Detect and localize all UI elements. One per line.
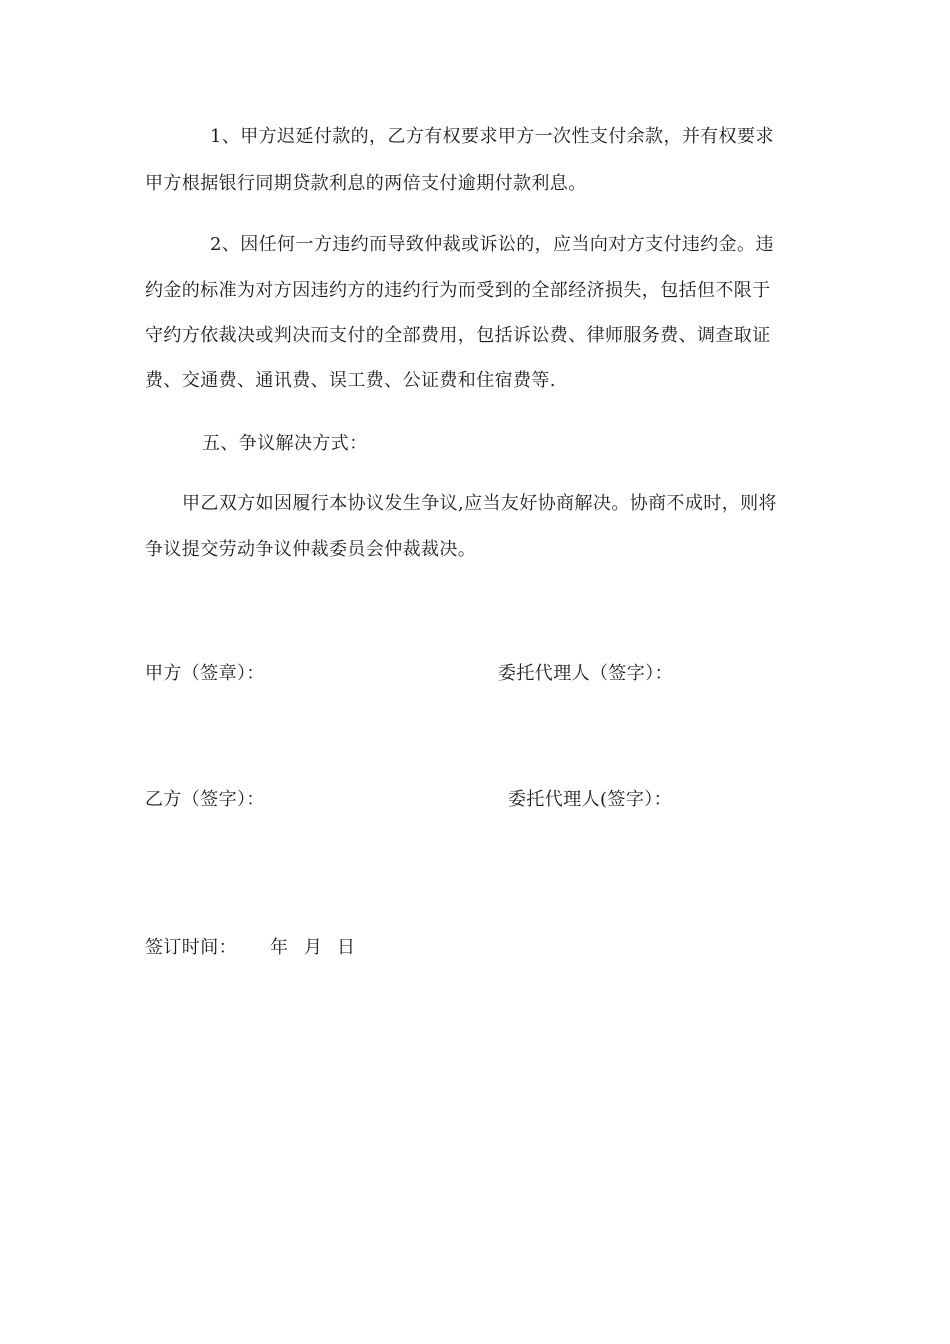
section-5-line-2: 争议提交劳动争议仲裁委员会仲裁裁决。 <box>145 539 477 560</box>
agent-b-signature-label: 委托代理人(签字）： <box>508 789 673 810</box>
agent-a-signature-label: 委托代理人（签字）： <box>498 663 673 684</box>
clause-1-line-2: 甲方根据银行同期贷款利息的两倍支付逾期付款利息。 <box>145 173 587 194</box>
clause-2-line-3: 守约方依裁决或判决而支付的全部费用，包括诉讼费、律师服务费、调查取证 <box>145 325 771 346</box>
sign-date-year: 年 <box>270 937 289 958</box>
clause-2-line-1: 2、因任何一方违约而导致仲裁或诉讼的，应当向对方支付违约金。违 <box>210 234 774 255</box>
clause-2-line-4: 费、交通费、通讯费、误工费、公证费和住宿费等. <box>145 370 556 391</box>
section-5-heading: 五、争议解决方式： <box>202 433 368 454</box>
sign-date-month: 月 <box>304 937 323 958</box>
sign-date-label: 签订时间： <box>145 937 237 958</box>
sign-date-day: 日 <box>337 937 356 958</box>
clause-2-line-2: 约金的标准为对方因违约方的违约行为而受到的全部经济损失，包括但不限于 <box>145 280 771 301</box>
clause-1-line-1: 1、甲方迟延付款的，乙方有权要求甲方一次性支付余款，并有权要求 <box>210 126 774 147</box>
party-b-signature-label: 乙方（签字）： <box>145 789 265 810</box>
section-5-line-1: 甲乙双方如因履行本协议发生争议,应当友好协商解决。协商不成时，则将 <box>182 493 777 514</box>
party-a-signature-label: 甲方（签章）： <box>145 663 265 684</box>
